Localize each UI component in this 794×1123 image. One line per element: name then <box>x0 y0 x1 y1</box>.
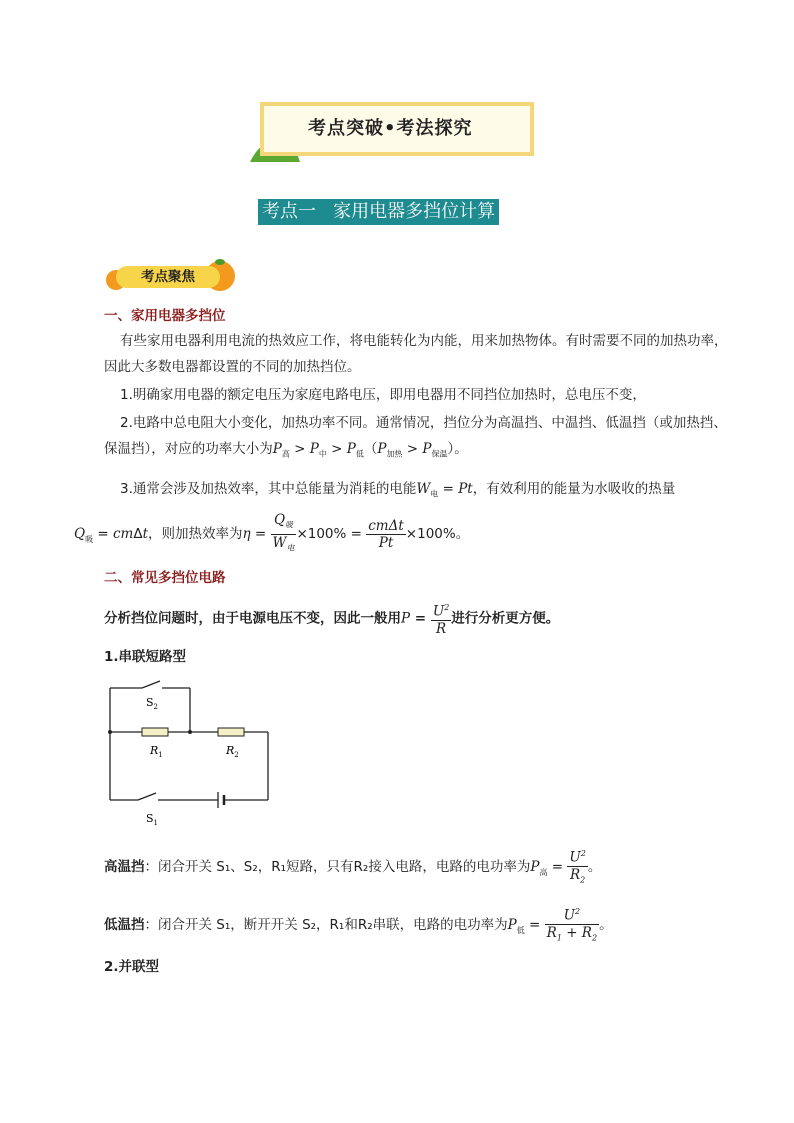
part2-heading: 二、常见多挡位电路 <box>104 570 226 586</box>
efficiency-fraction-1: $\frac{Q_吸}{W_电}$ <box>272 512 295 553</box>
item3b-mid: ，则加热效率为 <box>148 526 243 543</box>
type2-label: 2.并联型 <box>104 959 160 975</box>
part1-para1a: 有些家用电器利用电流的热效应工作，将电能转化为内能，用来加热物体。有时需要不同的加热功率， <box>120 333 728 349</box>
focus-label: 考点聚焦 <box>116 266 220 288</box>
part1-para1b: 因此大多数电器都设置的不同的加热挡位。 <box>104 359 361 375</box>
item2b-prefix: 保温挡），对应的功率大小为 <box>104 441 273 457</box>
part1-item2a: 2.电路中总电阻大小变化，加热功率不同。通常情况，挡位分为高温挡、中温挡、低温挡（或加热挡、 <box>120 415 727 431</box>
item3b-end: 。 <box>455 526 470 543</box>
part1-item1: 1.明确家用电器的额定电压为家庭电路电压，即用电器用不同挡位加热时，总电压不变， <box>120 387 646 403</box>
type1-label: 1.串联短路型 <box>104 649 187 665</box>
s1-label: $S_1$ <box>146 812 159 827</box>
part1-item3a: 3.通常会涉及加热效率，其中总能量为消耗的电能$W_电 = Pt$，有效利用的能量为水吸收的热量 <box>120 481 676 499</box>
high-setting-line: 高温挡：闭合开关 S₁、S₂，R₁短路，只有R₂接入电路，电路的电功率为$P_高$ = $\frac{U^2}{R_2}$ 。 <box>104 846 724 891</box>
part2-intro: 分析挡位问题时，由于电源电压不变，因此一般用P = $\frac{U^2}{R}$ 进行分析更方便。 <box>104 600 724 637</box>
high-text: ：闭合开关 S₁、S₂，R₁短路，只有R₂接入电路，电路的电功率为 <box>144 859 531 876</box>
r2-label: $R_2$ <box>226 744 239 759</box>
banner <box>250 100 540 162</box>
high-power-fraction: $\frac{U^2}{R_2}$ <box>567 846 587 888</box>
high-end: 。 <box>587 859 602 876</box>
banner-title: 考点突破•考法探究 <box>308 118 473 139</box>
intro-prefix: 分析挡位问题时，由于电源电压不变，因此一般用 <box>104 610 401 627</box>
low-text: ：闭合开关 S₁，断开开关 S₂，R₁和R₂串联，电路的电功率为 <box>144 917 508 934</box>
section-title: 考点一 家用电器多挡位计算 <box>258 199 499 225</box>
low-setting-line: 低温挡：闭合开关 S₁，断开开关 S₂，R₁和R₂串联，电路的电功率为$P_低$ = $\frac{U^2}{R_1 + R_2}$ 。 <box>104 904 724 949</box>
efficiency-fraction-2: $\frac{\text{cmΔt}}{Pt}$ <box>368 517 404 551</box>
r2-resistor <box>218 728 244 736</box>
low-end: 。 <box>599 917 613 934</box>
r1-label: $R_1$ <box>150 744 163 759</box>
part1-heading: 一、家用电器多挡位 <box>104 308 226 324</box>
part1-item3b: $Q_吸 = cm\Delta t$，则加热效率为η = $\frac{Q_吸}{W_电}$ ×100% = $\frac{\text{cmΔt}}{Pt}$ ×100%。 <box>74 512 694 558</box>
intro-suffix: 进行分析更方便。 <box>451 610 560 627</box>
high-label: 高温挡 <box>104 859 145 876</box>
low-power-fraction: $\frac{U^2}{R_1 + R_2}$ <box>545 904 599 946</box>
focus-tag <box>102 258 237 294</box>
power-formula-fraction: $\frac{U^2}{R}$ <box>431 600 451 637</box>
part1-item2b: 保温挡），对应的功率大小为$P_高 > P_中 > P_低(P_{加热} > P_{保温})$。 <box>104 441 468 459</box>
item3a-prefix: 3.通常会涉及加热效率，其中总能量为消耗的电能 <box>120 481 417 497</box>
item2b-suffix: 。 <box>454 441 468 457</box>
r1-resistor <box>142 728 168 736</box>
series-short-circuit-diagram <box>100 678 280 828</box>
low-label: 低温挡 <box>104 917 145 934</box>
s2-label: $S_2$ <box>146 696 159 711</box>
item3a-suffix: ，有效利用的能量为水吸收的热量 <box>472 481 676 497</box>
